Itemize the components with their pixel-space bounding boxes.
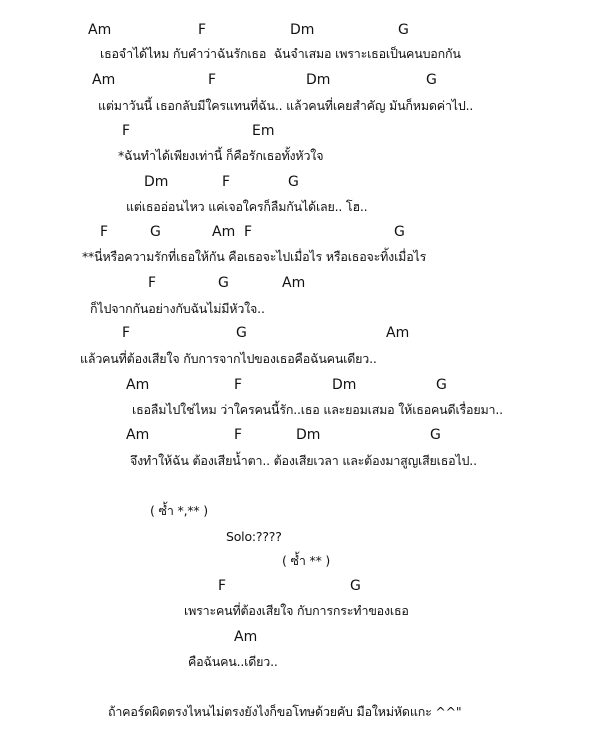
chord-label: F: [198, 22, 207, 38]
chord-label: F: [100, 224, 109, 240]
chord-label: Am: [386, 325, 410, 341]
section-note: ( ซ้ำ *,** ): [150, 503, 208, 518]
chord-label: F: [222, 174, 231, 190]
chord-label: Am: [88, 22, 112, 38]
chord-label: G: [218, 275, 229, 291]
chord-label: G: [436, 377, 447, 393]
chord-label: Am: [92, 72, 116, 88]
chord-label: F: [244, 224, 253, 240]
section-note: ( ซ้ำ ** ): [282, 553, 331, 568]
chord-label: F: [148, 275, 157, 291]
chord-label: F: [234, 427, 243, 443]
chord-label: G: [394, 224, 405, 240]
chord-label: G: [430, 427, 441, 443]
chord-label: Dm: [144, 174, 169, 190]
footer-note: ถ้าคอร์ดผิดตรงไหนไม่ตรงยังไงก็ขอโทษด้วยคับ มือใหม่หัดแกะ ^^": [108, 704, 462, 719]
section-note: Solo:????: [226, 529, 282, 544]
chord-label: Am: [126, 377, 150, 393]
lyric-line: *ฉันทำได้เพียงเท่านี้ ก็คือรักเธอทั้งหัวใจ: [118, 148, 324, 163]
chord-label: Dm: [306, 72, 331, 88]
chord-label: Am: [126, 427, 150, 443]
lyric-line: เพราะคนที่ต้องเสียใจ กับการกระทำของเธอ: [184, 603, 409, 618]
chord-label: F: [234, 377, 243, 393]
lyric-line: **นี่หรือความรักที่เธอให้กัน คือเธอจะไปเมื่อไร หรือเธอจะทิ้งเมื่อไร: [82, 249, 427, 264]
lyric-line: จึงทำให้ฉัน ต้องเสียน้ำตา.. ต้องเสียเวลา และต้องมาสูญเสียเธอไป..: [130, 453, 477, 468]
chord-label: Am: [282, 275, 306, 291]
chord-label: Dm: [296, 427, 321, 443]
chord-label: Em: [252, 123, 275, 139]
chord-label: G: [150, 224, 161, 240]
lyric-line: แต่เธออ่อนไหว แค่เจอใครก็ลืมกันได้เลย.. โฮ..: [126, 199, 368, 214]
chord-label: Am: [234, 629, 258, 645]
chord-label: Dm: [332, 377, 357, 393]
lyric-line: แต่มาวันนี้ เธอกลับมีใครแทนที่ฉัน.. แล้วคนที่เคยสำคัญ มันก็หมดค่าไป..: [98, 98, 474, 113]
lyric-line: เธอจำได้ไหม กับคำว่าฉันรักเธอ ฉันจำเสมอ เพราะเธอเป็นคนบอกกัน: [100, 46, 461, 61]
chord-label: G: [288, 174, 299, 190]
lyric-line: แล้วคนที่ต้องเสียใจ กับการจากไปของเธอคือฉันคนเดียว..: [80, 351, 377, 366]
chord-label: Am: [212, 224, 236, 240]
lyric-line: คือฉันคน..เดียว..: [188, 654, 278, 669]
chord-label: F: [218, 578, 227, 594]
chord-label: Dm: [290, 22, 315, 38]
lyric-line: ก็ไปจากกันอย่างกับฉันไม่มีหัวใจ..: [90, 301, 265, 316]
chord-label: F: [122, 123, 131, 139]
chord-label: G: [398, 22, 409, 38]
chord-label: G: [350, 578, 361, 594]
lyric-line: เธอลืมไปใช่ไหม ว่าใครคนนี้รัก..เธอ และยอมเสมอ ให้เธอคนดีเรื่อยมา..: [132, 402, 503, 417]
chord-label: F: [122, 325, 131, 341]
chord-label: G: [426, 72, 437, 88]
chord-label: G: [236, 325, 247, 341]
chord-label: F: [208, 72, 217, 88]
